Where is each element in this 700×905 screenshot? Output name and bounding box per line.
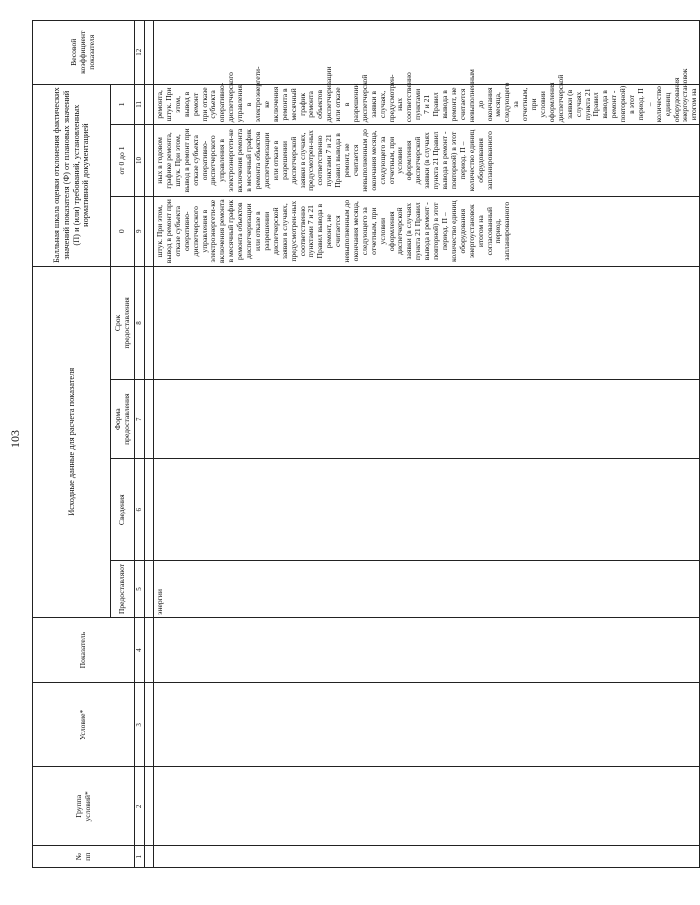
cell-score-0: штук. При этом, вывод в ремонт при отказе субъекта оперативно-диспетчерского управления в электроэнергети-ке включения ремонта в месячный график ремонта объектов диспетчеризации или отказе в разрешении диспетчерской заявки в случаях, предусмотрен-ных соответственно пунктами 7 и 21 Правил вывода в ремонт, не считается невыполненным до окончания месяца, следующего за отчетным, при условии оформления диспетчерской заявки (в случаях пункта 21 Правил вывода в ремонт - повторной) в этот период. П – количество единиц оборудования энергоустановок итогом на согласованный период, запланированного: [154, 196, 700, 266]
header-score-0-1: от 0 до 1: [111, 125, 135, 196]
column-number-row: [135, 21, 145, 868]
cell-form: [154, 380, 700, 459]
cell-condition: [154, 683, 700, 767]
cell-weight: [154, 21, 700, 85]
cell-indicator: [154, 617, 700, 683]
column-number: 6: [135, 459, 145, 561]
header-condition-group: Группа условий*: [33, 767, 135, 846]
cell-condition-group: [154, 767, 700, 846]
header-form: Форма предоставления: [111, 380, 135, 459]
column-number: 3: [135, 683, 145, 767]
header-source-data: Исходные данные для расчета показателя: [33, 266, 111, 617]
header-indicator: Показатель: [33, 617, 135, 683]
page-number: 103: [8, 430, 22, 448]
column-number: 7: [135, 380, 145, 459]
cell-number: [154, 846, 700, 868]
table-row: [154, 21, 700, 868]
header-number: № пп: [33, 846, 135, 868]
column-number: 4: [135, 617, 145, 683]
cell-provider: энергии: [154, 561, 700, 618]
header-provider: Предоставляют: [111, 561, 135, 618]
column-number: 1: [135, 846, 145, 868]
header-condition: Условие*: [33, 683, 135, 767]
header-weight: Весовой коэффициент показателя: [33, 21, 135, 85]
rotated-table-wrapper: [32, 20, 699, 868]
header-info: Сведения: [111, 459, 135, 561]
header-score-scale: Балльная шкала оценки отклонения фактических значений показателя (Ф) от плановых значений (П) и (или) требований, установленных нормативной документацией: [33, 84, 111, 266]
column-number: 9: [135, 196, 145, 266]
cell-info: [154, 459, 700, 561]
header-score-1: 1: [111, 84, 135, 125]
cell-score-1: ремонта, штук. При этом, вывод в ремонт при отказе субъекта оперативно-диспетчерского управления в электроэнергети-ке включения ремонта в месячный график ремонта объектов диспетчеризации или отказе в разрешении диспетчерской заявки в случаях, предусмотрен-ных соответственно пунктами 7 и 21 Правил вывода в ремонт, не считается невыполненным до окончания месяца, следующего за отчетным, при условии оформления диспетчерской заявки (в случаях пункта 21 Правил вывода в ремонт - повторной) в этот период. П – количество единиц оборудования энергоустановок итогом на: [154, 84, 700, 125]
column-number: 8: [135, 266, 145, 379]
spacer-row: [145, 21, 154, 868]
column-number: 2: [135, 767, 145, 846]
column-number: 12: [135, 21, 145, 85]
header-deadline: Срок предоставления: [111, 266, 135, 379]
cell-score-0-1: ных в годовом графике ремонта, штук. При этом, вывод в ремонт при отказе субъекта оперативно-диспетчерского управления в электроэнергети-ке включения ремонта в месячный график ремонта объектов диспетчеризации или отказе в разрешении диспетчерской заявки в случаях, предусмотрен-ных соответственно пунктами 7 и 21 Правил вывода в ремонт, не считается невыполненным до окончания месяца, следующего за отчетным, при условии оформления диспетчерской заявки (в случаях пункта 21 Правил вывода в ремонт - повторной) в этот период. П – количество единиц оборудования запланированного: [154, 125, 700, 196]
indicator-table: [32, 20, 700, 868]
cell-deadline: [154, 266, 700, 379]
column-number: 11: [135, 84, 145, 125]
column-number: 10: [135, 125, 145, 196]
column-number: 5: [135, 561, 145, 618]
header-score-0: 0: [111, 196, 135, 266]
